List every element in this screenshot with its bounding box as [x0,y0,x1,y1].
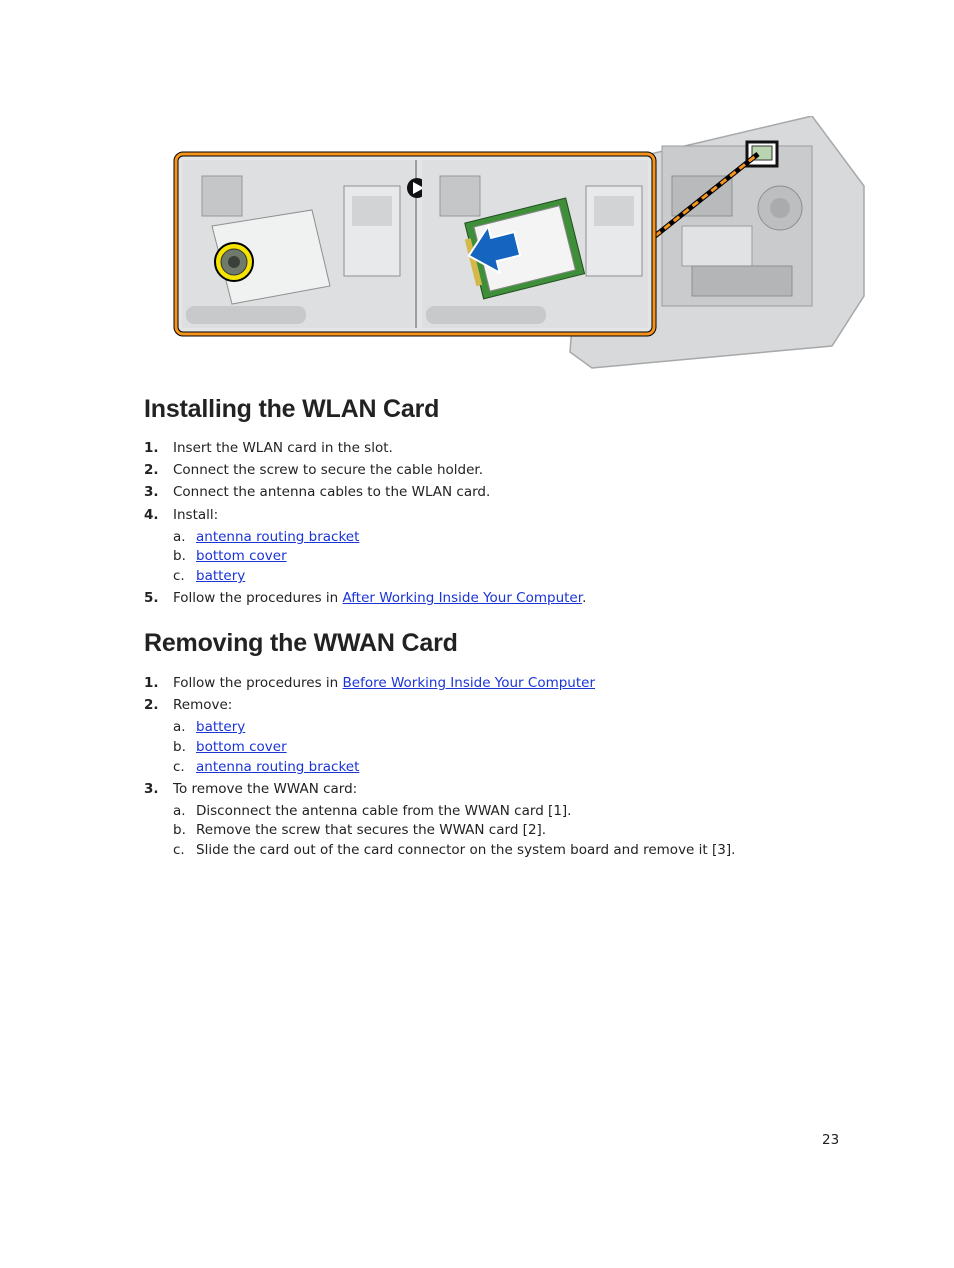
step-text: Remove: [173,697,233,713]
step-number: 3. [144,781,159,797]
sub-text: Disconnect the antenna cable from the WWAN card [1]. [196,803,572,819]
step-number: 2. [144,462,159,478]
section-title-remove-wwan: Removing the WWAN Card [144,629,458,657]
link-before-working-inside[interactable]: Before Working Inside Your Computer [342,675,596,691]
link-bottom-cover[interactable]: bottom cover [196,548,287,564]
step-text: Connect the antenna cables to the WLAN card. [173,484,491,500]
section-title-install-wlan: Installing the WLAN Card [144,395,440,423]
step-number: 1. [144,675,159,691]
link-after-working-inside[interactable]: After Working Inside Your Computer [342,590,583,606]
step-number: 2. [144,697,159,713]
sub-letter: b. [173,739,186,755]
step-text [173,674,595,692]
step-text: Insert the WLAN card in the slot. [173,440,393,456]
step-text-prefix: Follow the procedures in [173,590,343,606]
link-battery[interactable]: battery [196,719,246,735]
step-text: To remove the WWAN card: [173,781,358,797]
page-number: 23 [822,1132,840,1148]
sub-letter: b. [173,822,186,838]
step-number: 5. [144,590,159,606]
sub-text: Slide the card out of the card connector on the system board and remove it [3]. [196,842,736,858]
step-text: Install: [173,507,219,523]
step-text-prefix: Follow the procedures in [173,675,343,691]
sub-letter: b. [173,548,186,564]
sub-letter: a. [173,719,186,735]
step-text [173,589,586,607]
sub-letter: c. [173,568,185,584]
sub-letter: c. [173,842,185,858]
step-number: 4. [144,507,159,523]
step-text-suffix: . [582,590,587,606]
callout-frame [176,154,654,334]
wlan-install-illustration [172,116,868,372]
step-number: 1. [144,440,159,456]
step-text: Connect the screw to secure the cable holder. [173,462,484,478]
link-antenna-routing-bracket[interactable]: antenna routing bracket [196,759,360,775]
link-battery[interactable]: battery [196,568,246,584]
sub-letter: c. [173,759,185,775]
sub-letter: a. [173,529,186,545]
sub-letter: a. [173,803,186,819]
step-number: 3. [144,484,159,500]
link-bottom-cover[interactable]: bottom cover [196,739,287,755]
sub-text: Remove the screw that secures the WWAN card [2]. [196,822,547,838]
link-antenna-routing-bracket[interactable]: antenna routing bracket [196,529,360,545]
